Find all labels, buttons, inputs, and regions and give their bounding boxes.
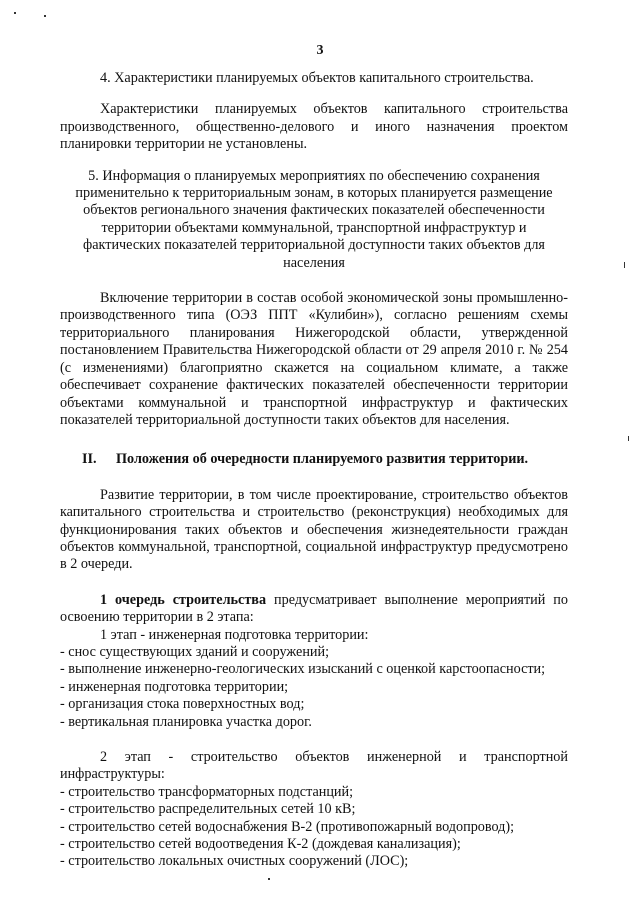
list-item: - строительство трансформаторных подстанций; [60,783,354,800]
section5-text: Включение территории в состав особой экономической зоны промышленно-производственного типа (ОЭЗ ППТ «Кулибин»), согласно решениям схемы территориального планирования Нижегородской области, утвержденной постановлением Правительства Нижегородской области от 29 апреля 2010 г. № 254 (с изменениями) благоприятно скажется на социальном климате, а также обеспечивает сохранение фактических показателей обеспеченности территории объектами коммунальной и транспортной инфраструктур и фактических показателей территориальной доступности таких объектов для населения. [60,290,568,428]
list-item: - инженерная подготовка территории; [60,678,289,695]
stage2-word: транспортной [484,749,568,765]
stage1-title: 1 этап - инженерная подготовка территории: [100,626,369,643]
list-item: - строительство сетей водоотведения К-2 (дождевая канализация); [60,836,461,853]
section4-heading: 4. Характеристики планируемых объектов капитального строительства. [100,70,534,86]
stage2-word: этап [124,749,151,765]
document-body [60,70,568,871]
queue1-paragraph [60,592,568,627]
section5-heading: 5. Информация о планируемых мероприятиях по обеспечению сохранения применительно к территориальным зонам, в которых планируется размещение объектов регионального значения фактических показателей обеспеченности территории объектами коммунальной, транспортной инфраструктур и фактических показателей территориальной доступности таких объектов для населения [75,167,553,271]
stage2-continuation: инфраструктуры: [60,766,165,783]
scan-speck [628,436,629,441]
section-ii-heading [60,451,568,468]
list-item: - снос существующих зданий и сооружений; [60,643,330,660]
stage2-word: инженерной [367,749,442,765]
scan-speck [14,12,16,14]
stage2-word: 2 [100,749,108,765]
stage2-word: - [168,749,174,765]
stage2-word: объектов [295,749,350,765]
section-ii-intro: Развитие территории, в том числе проектирование, строительство объектов капитального строительства и строительство (реконструкция) необходимых для функционирования таких объектов и обеспечения жизнедеятельности граждан объектов коммунальной, транспортной, социальной инфраструктур предусмотрено в 2 очереди. [60,486,568,573]
list-item: - строительство локальных очистных сооружений (ЛОС); [60,853,409,870]
list-item: - выполнение инженерно-геологических изысканий с оценкой карстоопасности; [60,661,546,678]
list-item: - вертикальная планировка участка дорог. [60,713,312,730]
section4-text: Характеристики планируемых объектов капитального строительства производственного, общественно-делового и иного назначения проектом планировки территории не установлены. [60,101,568,153]
scan-speck [268,878,270,880]
scan-speck [624,262,625,268]
list-item: - организация стока поверхностных вод; [60,696,305,713]
stage2-word: строительство [190,749,278,765]
queue1-rest: предусматривает выполнение мероприятий по освоению территории в 2 этапа: [60,591,568,626]
stage2-list [60,784,568,871]
list-item: - строительство сетей водоснабжения В-2 (противопожарный водопровод); [60,818,515,835]
scan-speck [44,15,46,17]
section-ii-number: II. [82,451,97,468]
stage2-title [60,749,568,766]
stage1-list [60,644,568,731]
queue1-bold: 1 очередь строительства [100,591,267,608]
list-item: - строительство распределительных сетей 10 кВ; [60,801,356,818]
section-ii-title: Положения об очередности планируемого развития территории. [116,451,529,468]
page-number: 3 [316,43,324,58]
stage2-word: и [459,749,467,765]
